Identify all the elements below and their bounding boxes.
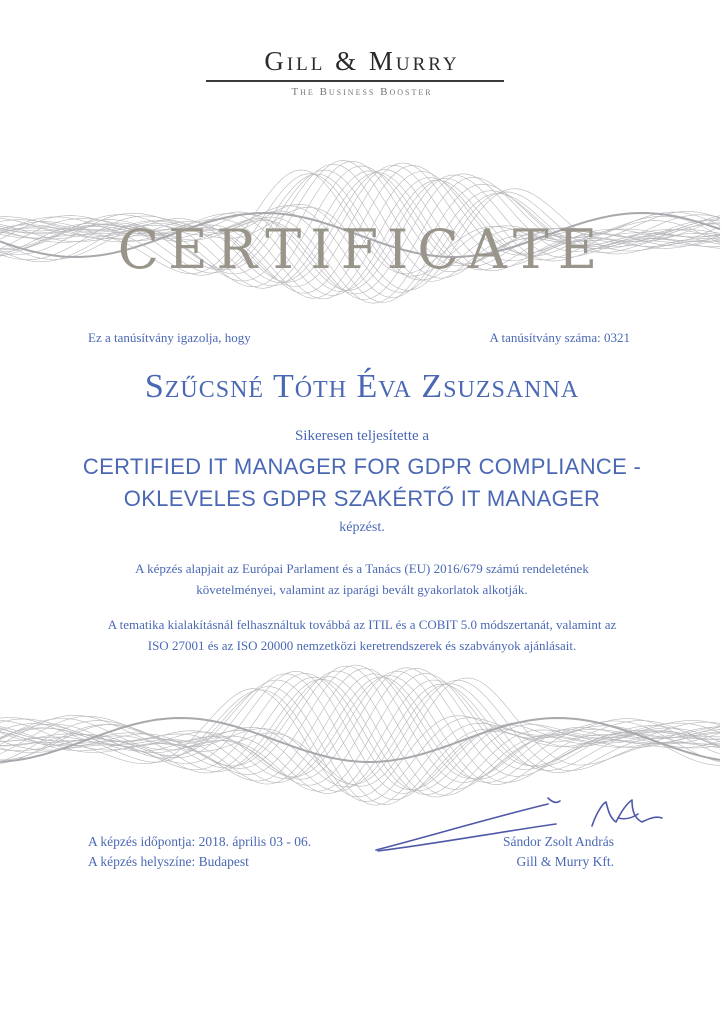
paragraph-legal-basis (0, 558, 724, 600)
guilloche-line (0, 676, 720, 785)
guilloche-line (0, 665, 720, 783)
guilloche-line (0, 690, 720, 802)
paragraph-legal-basis-line1: A képzés alapjait az Európai Parlament és a Tanács (EU) 2016/679 számú rendeletének (135, 561, 589, 576)
paragraph-methodology-line2: ISO 27001 és az ISO 20000 nemzetközi keretrendszerek és szabványok ajánlásait. (147, 638, 577, 653)
course-date: A képzés időpontja: 2018. április 03 - 06. (88, 834, 312, 849)
course-suffix: képzést. (339, 520, 385, 535)
paragraph-methodology (0, 614, 724, 656)
paragraph-methodology-line1: A tematika kialakításnál felhasználtuk továbbá az ITIL és a COBIT 5.0 módszertanát, valamint az (107, 617, 617, 632)
certificate-number: A tanúsítvány száma: 0321 (489, 330, 630, 345)
course-location: A képzés helyszíne: Budapest (88, 854, 249, 869)
recipient-name: Szűcsné Tóth Éva Zsuzsanna (144, 368, 580, 405)
certificate-title: CERTIFICATE (117, 218, 607, 281)
signer-company: Gill & Murry Kft. (516, 854, 614, 869)
signer-name: Sándor Zsolt András (503, 834, 614, 849)
course-details (88, 832, 311, 872)
brand-name: Gill & Murry (264, 46, 460, 76)
guilloche-line (0, 677, 720, 783)
guilloche-line (0, 674, 720, 784)
brand-tagline: The Business Booster (291, 86, 433, 98)
intro-text: Ez a tanúsítvány igazolja, hogy (88, 330, 251, 345)
signer-block (503, 832, 614, 872)
paragraph-legal-basis-line2: követelményei, valamint az iparági bevált gyakorlatok alkotják. (196, 582, 528, 597)
completion-text: Sikeresen teljesítette a (294, 428, 430, 444)
brand-underline (206, 80, 504, 82)
course-title-hungarian: OKLEVELES GDPR SZAKÉRTŐ IT MANAGER (123, 486, 601, 511)
course-title-english: CERTIFIED IT MANAGER FOR GDPR COMPLIANCE - (82, 454, 642, 479)
